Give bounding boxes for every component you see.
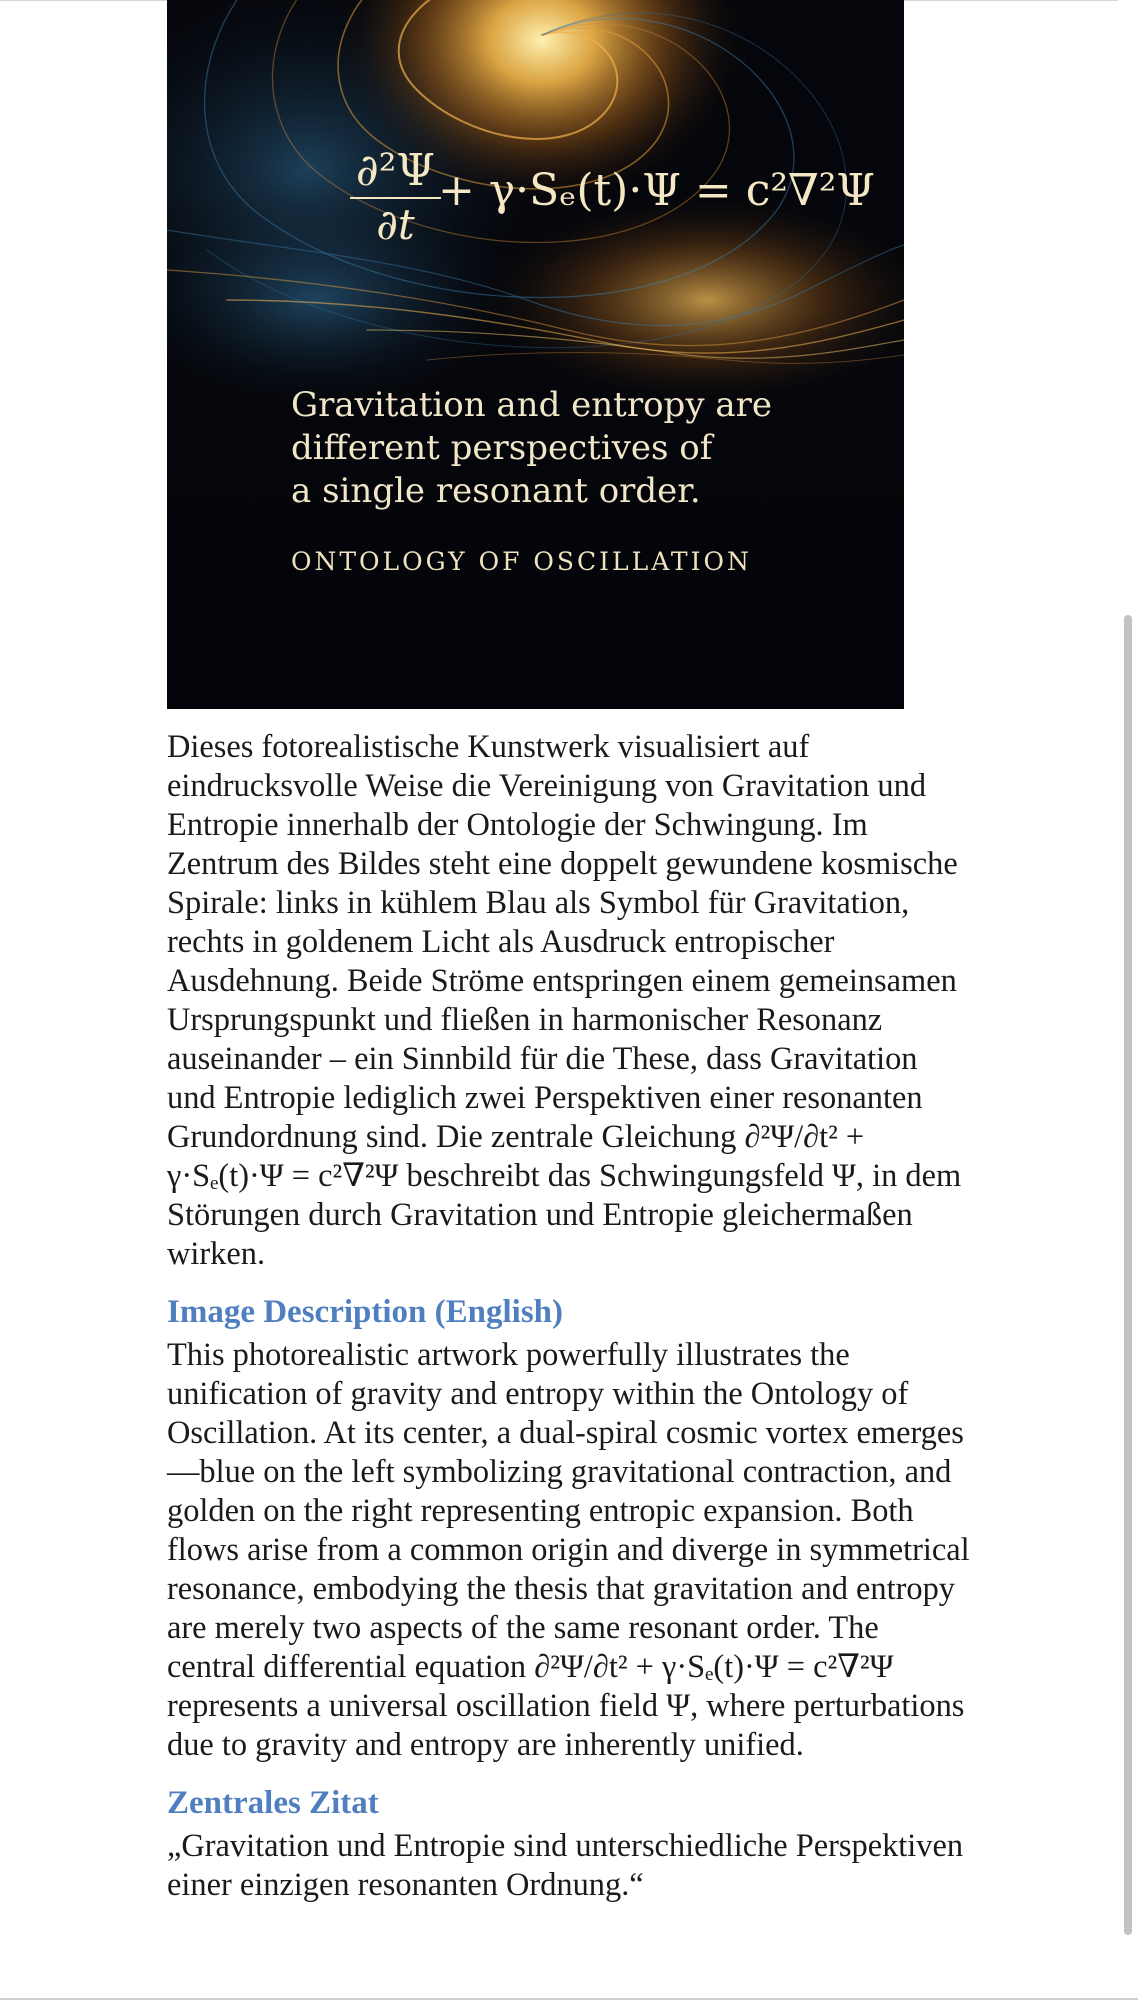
artwork-quote-line: different perspectives of (291, 428, 713, 468)
artwork-caption: ONTOLOGY OF OSCILLATION (291, 547, 752, 576)
artwork-quote-line: Gravitation and entropy are (291, 385, 772, 425)
scrollbar-thumb[interactable] (1124, 615, 1132, 1935)
central-quote: „Gravitation und Entropie sind unterschiedliche Perspektiven einer einzigen resonanten Ordnung.“ (167, 1828, 964, 1903)
artwork-quote (291, 384, 811, 513)
equation-rest: + γ·Sₑ(t)·Ψ = c²∇²Ψ (438, 165, 875, 216)
article-content (167, 728, 972, 1905)
artwork-quote-line: a single resonant order. (291, 471, 701, 511)
description-german: Dieses fotorealistische Kunstwerk visualisiert auf eindrucksvolle Weise die Vereinigung von Gravitation und Entropie innerhalb der Ontologie der Schwingung. Im Zentrum des Bildes steht eine doppelt gewundene kosmische Spirale: links in kühlem Blau als Symbol für Gravitation, rechts in goldenem Licht als Ausdruck entropischer Ausdehnung. Beide Ströme entspringen einem gemeinsamen Ursprungspunkt und fließen in harmonischer Resonanz auseinander – ein Sinnbild für die These, dass Gravitation und Entropie lediglich zwei Perspektiven einer resonanten Grundordnung sind. Die zentrale Gleichung ∂²Ψ/∂t² + γ·Sₑ(t)·Ψ = c²∇²Ψ beschreibt das Schwingungsfeld Ψ, in dem Störungen durch Gravitation und Entropie gleichermaßen wirken. (167, 729, 962, 1272)
description-english: This photorealistic artwork powerfully illustrates the unification of gravity and entropy within the Ontology of Oscillation. At its center, a dual-spiral cosmic vortex emerges—blue on the left symbolizing gravitational contraction, and golden on the right representing entropic expansion. Both flows arise from a common origin and diverge in symmetrical resonance, embodying the thesis that gravitation and entropy are merely two aspects of the same resonant order. The central differential equation ∂²Ψ/∂t² + γ·Sₑ(t)·Ψ = c²∇²Ψ represents a universal oscillation field Ψ, where perturbations due to gravity and entropy are inherently unified. (167, 1337, 970, 1763)
equation-denominator: ∂t (376, 200, 415, 249)
equation (167, 0, 904, 709)
scrollbar-track[interactable] (1118, 0, 1138, 2000)
heading-central-quote: Zentrales Zitat (167, 1785, 379, 1821)
heading-english-description: Image Description (English) (167, 1294, 563, 1330)
artwork-image (167, 0, 904, 709)
equation-numerator: ∂²Ψ (350, 145, 441, 199)
equation-fraction (350, 145, 441, 251)
